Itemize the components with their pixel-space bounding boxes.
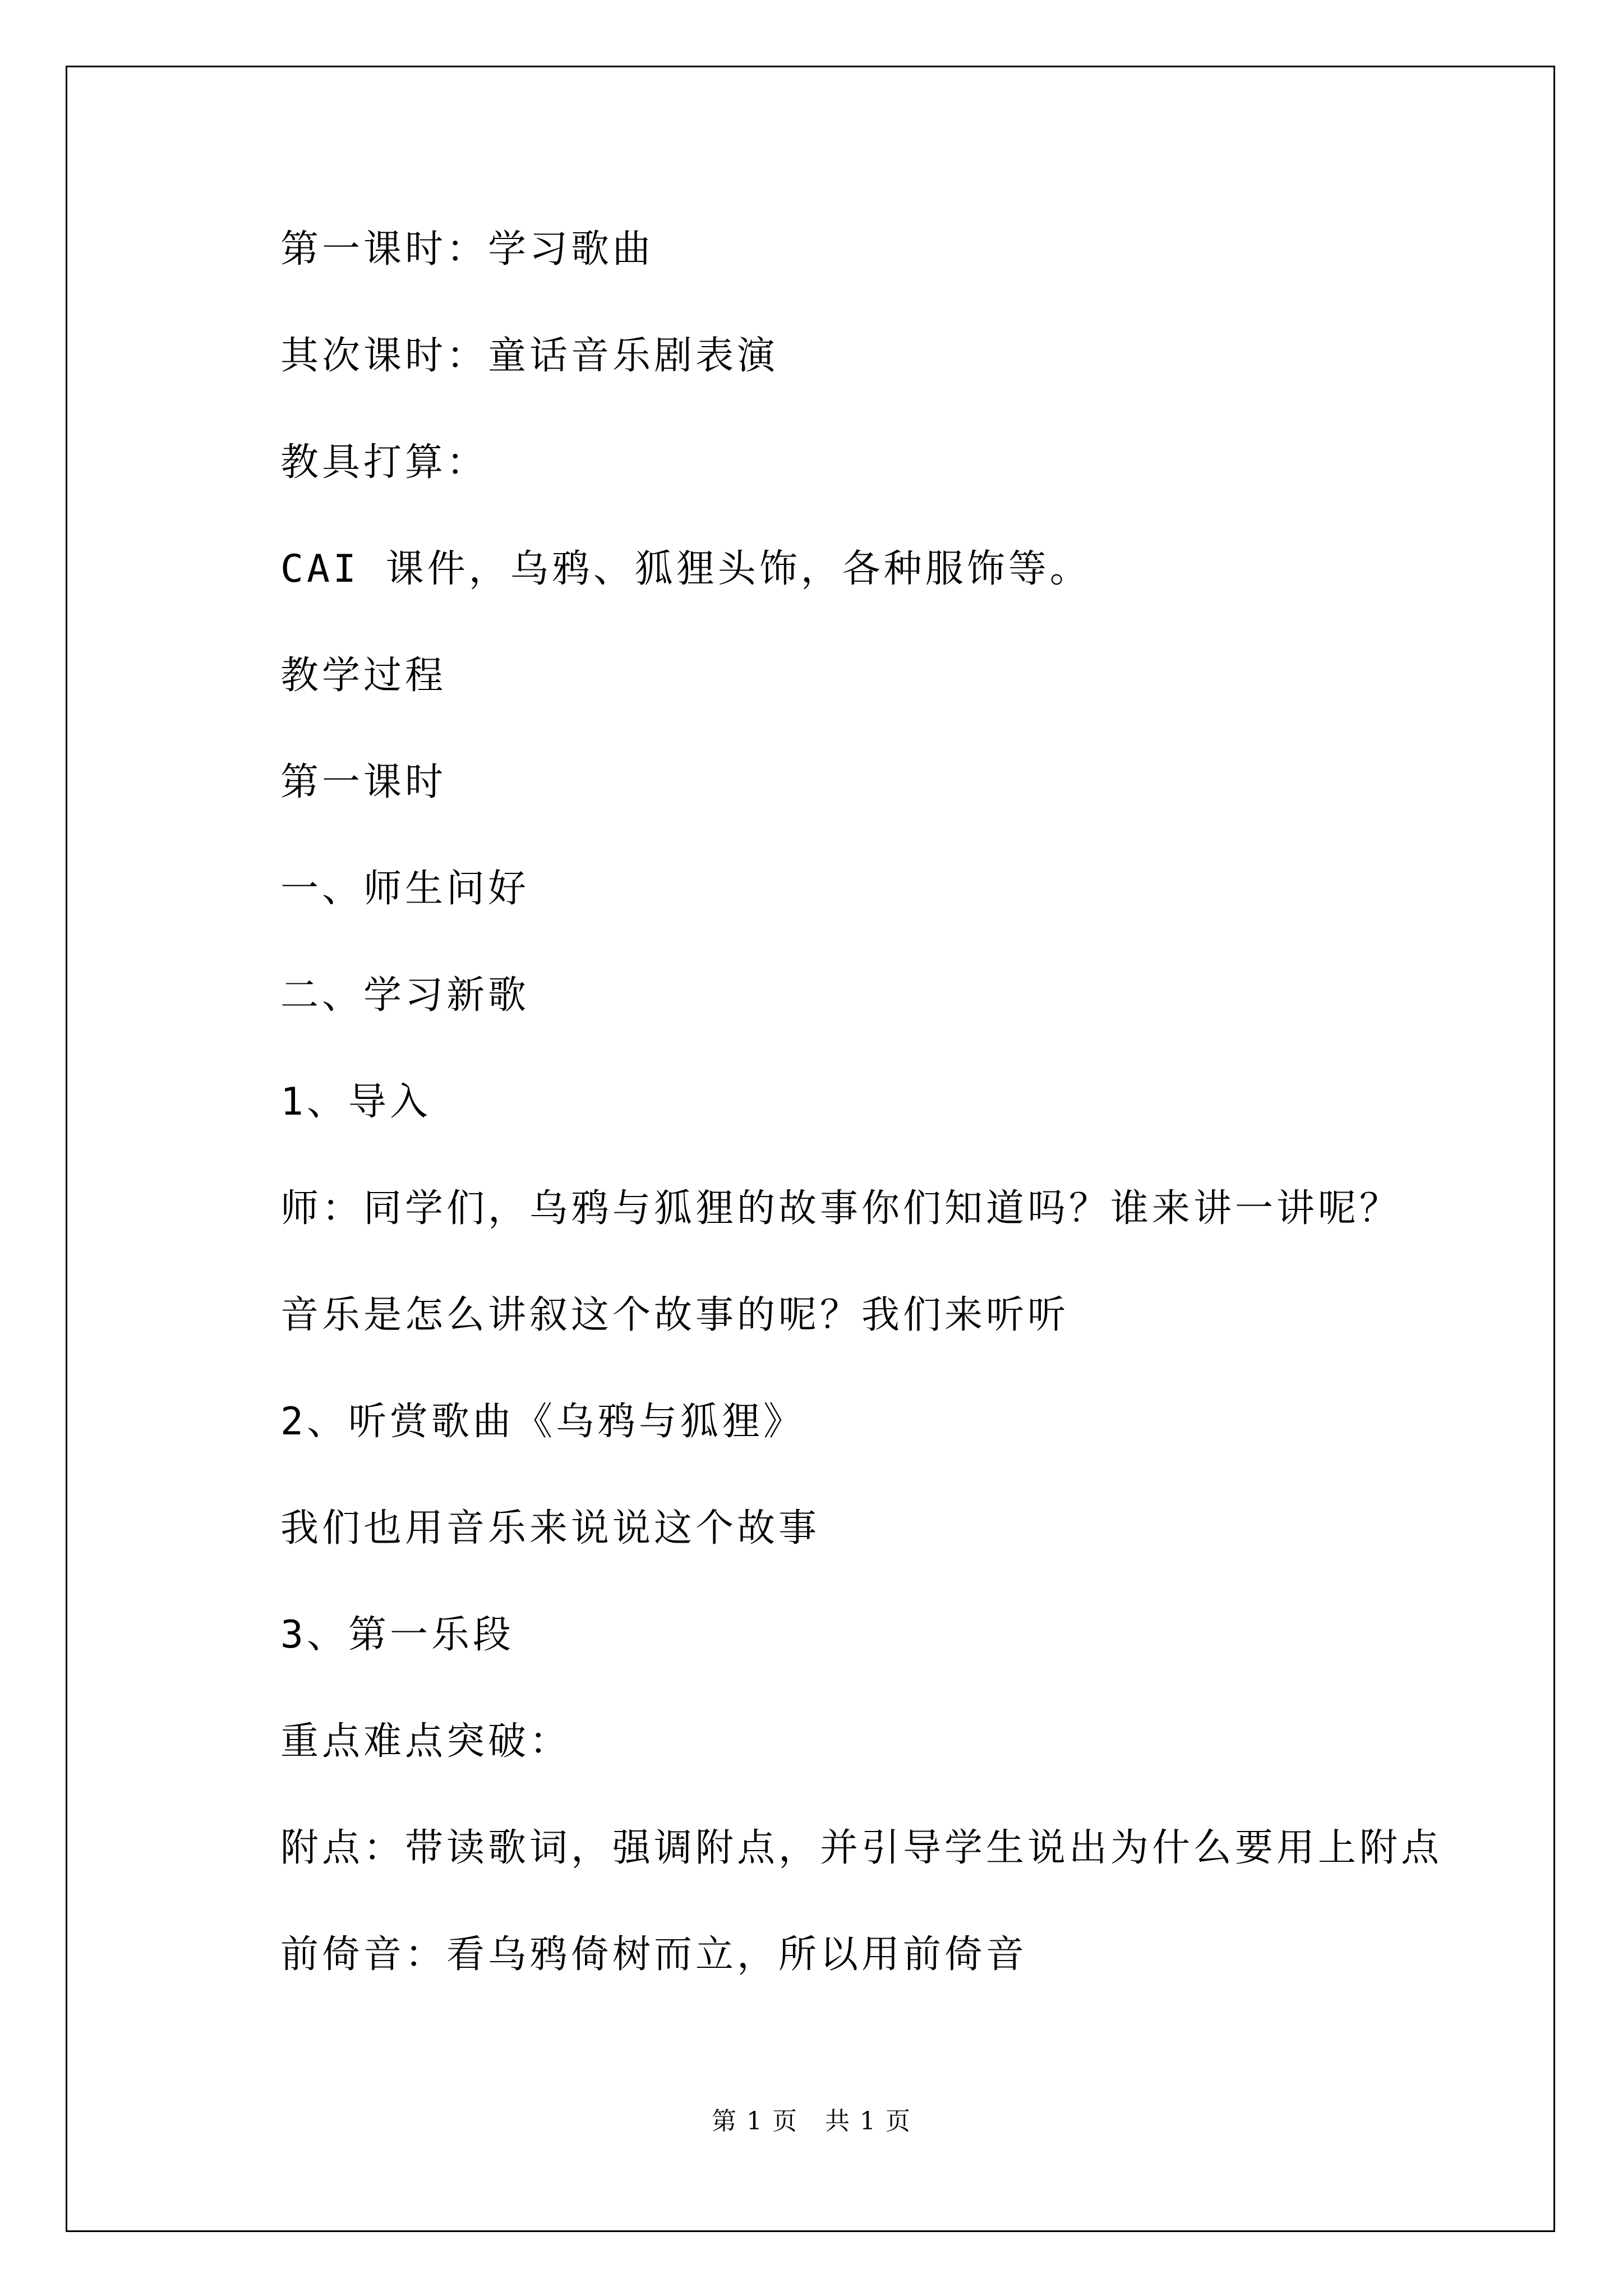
document-body	[280, 219, 1486, 2031]
page-footer: 第 1 页 共 1 页	[712, 2107, 911, 2136]
text-line: 我们也用音乐来说说这个故事	[280, 1506, 820, 1550]
text-line: 师：同学们，乌鸦与狐狸的故事你们知道吗？谁来讲一讲呢？	[280, 1186, 1401, 1231]
text-line: 音乐是怎么讲叙这个故事的呢？我们来听听	[280, 1293, 1069, 1337]
text-line: 附点：带读歌词，强调附点，并引导学生说出为什么要用上附点	[280, 1826, 1443, 1870]
text-line: 一、师生问好	[280, 867, 530, 911]
text-line: 前倚音：看乌鸦倚树而立，所以用前倚音	[280, 1932, 1028, 1977]
text-line: 其次课时：童话音乐剧表演	[280, 334, 779, 378]
text-line: 教具打算：	[280, 440, 488, 485]
text-line: 2、听赏歌曲《乌鸦与狐狸》	[280, 1400, 805, 1444]
text-line: 第一课时：学习歌曲	[280, 227, 654, 272]
text-line: 重点难点突破：	[280, 1719, 571, 1764]
text-line: 二、学习新歌	[280, 973, 530, 1018]
text-line: 教学过程	[280, 654, 447, 698]
text-line: 1、导入	[280, 1080, 431, 1124]
text-line: CAI 课件，乌鸦、狐狸头饰，各种服饰等。	[280, 547, 1091, 591]
text-line: 3、第一乐段	[280, 1613, 514, 1657]
text-line: 第一课时	[280, 760, 447, 804]
